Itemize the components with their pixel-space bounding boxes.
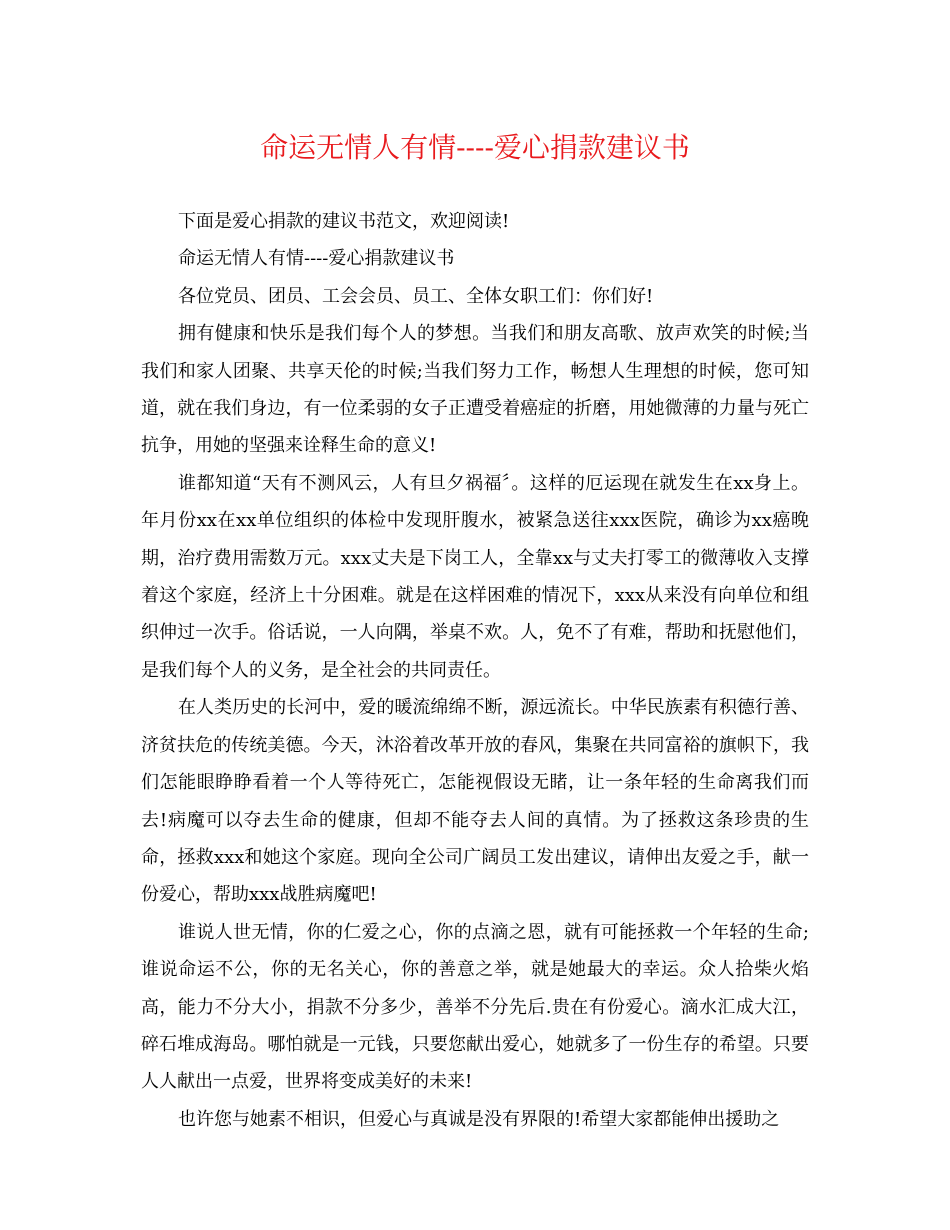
document-title: 命运无情人有情----爱心捐款建议书: [260, 131, 690, 164]
paragraph-body-3: 在人类历史的长河中，爱的暖流绵绵不断，源远流长。中华民族素有积德行善、济贫扶危的传统美德。今天，沐浴着改革开放的春风，集聚在共同富裕的旗帜下，我们怎能眼睁睁看着一个人等待死亡，怎能视假设无睹，让一条年轻的生命离我们而去!病魔可以夺去生命的健康，但却不能夺去人间的真情。为了拯救这条珍贵的生命，拯救xxx和她这个家庭。现向全公司广阔员工发出建议，请伸出友爱之手，献一份爱心，帮助xxx战胜病魔吧!: [141, 697, 809, 906]
paragraph-body-5: 也许您与她素不相识，但爱心与真诚是没有界限的!希望大家都能伸出援助之: [178, 1108, 780, 1130]
document-body: [141, 203, 809, 1138]
paragraph-subtitle: 命运无情人有情----爱心捐款建议书: [178, 248, 455, 270]
paragraph-body-4: 谁说人世无情，你的仁爱之心，你的点滴之恩，就有可能拯救一个年轻的生命;谁说命运不公，你的无名关心，你的善意之举，就是她最大的幸运。众人拾柴火焰高，能力不分大小，捐款不分多少，善举不分先后.贵在有份爱心。滴水汇成大江，碎石堆成海岛。哪怕就是一元钱，只要您献出爱心，她就多了一份生存的希望。只要人人献出一点爱，世界将变成美好的未来!: [141, 921, 809, 1093]
paragraph-salutation: 各位党员、团员、工会会员、员工、全体女职工们：你们好!: [178, 285, 654, 307]
paragraph-body-2: 谁都知道“天有不测风云，人有旦夕祸福〞。这样的厄运现在就发生在xx身上。年月份xx在xx单位组织的体检中发现肝腹水，被紧急送往xxx医院，确诊为xx癌晚期，治疗费用需数万元。xxx丈夫是下岗工人，全靠xx与丈夫打零工的微薄收入支撑着这个家庭，经济上十分困难。就是在这样困难的情况下，xxx从来没有向单位和组织伸过一次手。俗话说，一人向隅，举桌不欢。人，免不了有难，帮助和抚慰他们，是我们每个人的义务，是全社会的共同责任。: [141, 472, 809, 681]
paragraph-intro: 下面是爱心捐款的建议书范文，欢迎阅读!: [178, 211, 510, 232]
paragraph-body-1: 拥有健康和快乐是我们每个人的梦想。当我们和朋友高歌、放声欢笑的时候;当我们和家人团聚、共享天伦的时候;当我们努力工作，畅想人生理想的时候，您可知道，就在我们身边，有一位柔弱的女子正遭受着癌症的折磨，用她微薄的力量与死亡抗争，用她的坚强来诠释生命的意义!: [141, 323, 809, 457]
